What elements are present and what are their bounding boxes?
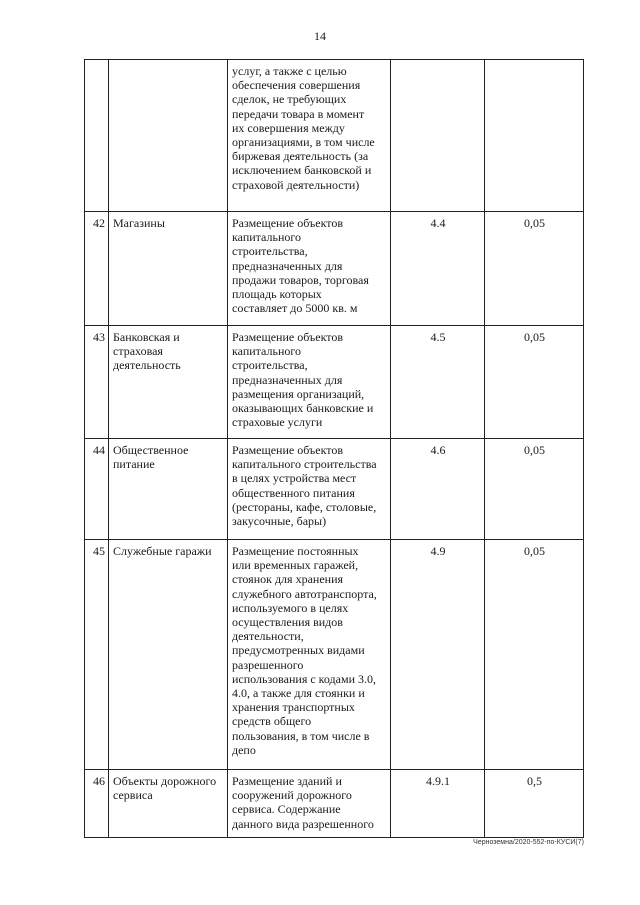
row-number: 45: [85, 540, 109, 770]
use-description: Размещение постоянных или временных гаражей, стоянок для хранения служебного автотранспорта, используемого в целях осуществления видов деятельности, предусмотренных видами разрешенного использования с кодами 3.0, 4.0, а также для стоянки и хранения транспортных средств общего пользования, в том числе в депо: [228, 540, 391, 770]
use-name: Банковская и страховая деятельность: [109, 326, 228, 439]
land-use-table: [84, 59, 584, 838]
table-row: [85, 212, 584, 326]
row-number: 46: [85, 770, 109, 838]
use-name: Объекты дорожного сервиса: [109, 770, 228, 838]
use-description: Размещение объектов капитального строительства, предназначенных для продажи товаров, торговая площадь которых составляет до 5000 кв. м: [228, 212, 391, 326]
page-number: 14: [314, 29, 326, 43]
use-code: 4.4: [391, 212, 485, 326]
use-description: Размещение объектов капитального строительства, предназначенных для размещения организаций, оказывающих банковские и страховые услуги: [228, 326, 391, 439]
use-name: Общественное питание: [109, 439, 228, 540]
use-name: [109, 60, 228, 212]
coefficient-value: 0,5: [485, 770, 584, 838]
coefficient-value: 0,05: [485, 540, 584, 770]
use-name: Магазины: [109, 212, 228, 326]
table-row: [85, 770, 584, 838]
use-code: 4.9: [391, 540, 485, 770]
use-code: [391, 60, 485, 212]
table-row: [85, 439, 584, 540]
row-number: 44: [85, 439, 109, 540]
coefficient-value: 0,05: [485, 439, 584, 540]
coefficient-value: 0,05: [485, 326, 584, 439]
use-description: Размещение объектов капитального строительства в целях устройства мест общественного питания (рестораны, кафе, столовые, закусочные, бары): [228, 439, 391, 540]
use-code: 4.6: [391, 439, 485, 540]
document-footer-code: Черноземна/2020-552-по-КУСИ(7): [473, 839, 584, 846]
table-row: [85, 60, 584, 212]
coefficient-value: 0,05: [485, 212, 584, 326]
table-row: [85, 540, 584, 770]
row-number: 42: [85, 212, 109, 326]
row-number: 43: [85, 326, 109, 439]
use-description: услуг, а также с целью обеспечения совершения сделок, не требующих передачи товара в момент их совершения между организациями, в том числе биржевая деятельность (за исключением банковской и страховой деятельности): [228, 60, 391, 212]
table-row: [85, 326, 584, 439]
use-code: 4.9.1: [391, 770, 485, 838]
coefficient-value: [485, 60, 584, 212]
use-description: Размещение зданий и сооружений дорожного сервиса. Содержание данного вида разрешенного: [228, 770, 391, 838]
use-name: Служебные гаражи: [109, 540, 228, 770]
row-number: [85, 60, 109, 212]
use-code: 4.5: [391, 326, 485, 439]
